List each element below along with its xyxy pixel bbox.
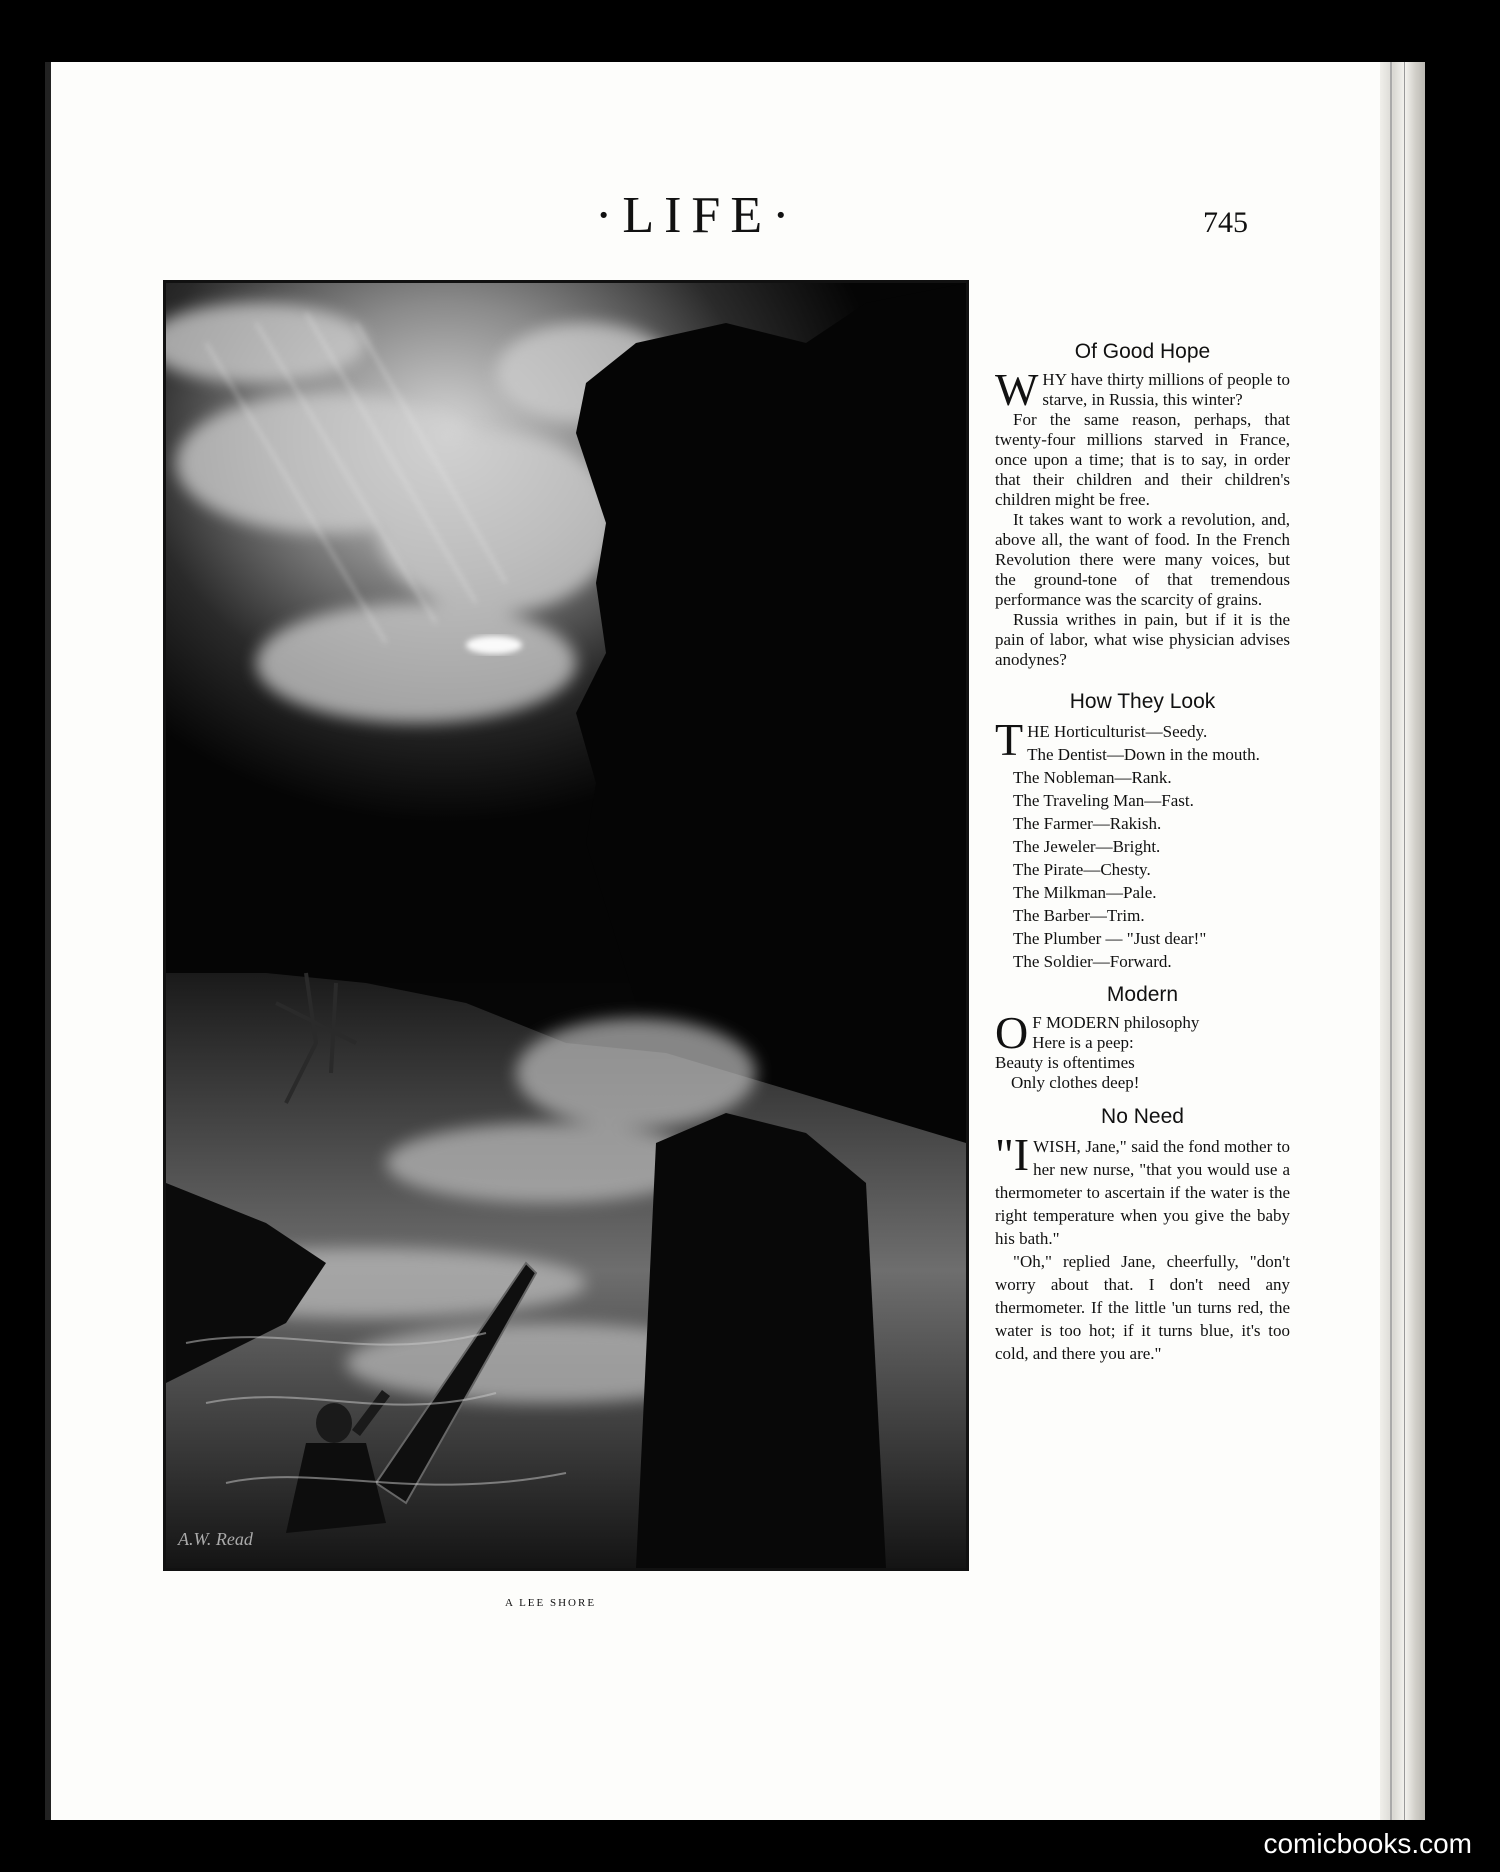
list-line: The Nobleman—Rank. — [1013, 768, 1172, 787]
illustration-caption: A LEE SHORE — [505, 1597, 597, 1609]
list-line: THE Horticulturist—Seedy. The Dentist—Down in the mouth. — [995, 714, 1260, 765]
list-line: The Milkman—Pale. — [1013, 883, 1157, 902]
book-spine — [1380, 62, 1425, 1820]
article-paragraph: "I WISH, Jane," said the fond mother to her new nurse, "that you would use a thermometer to ascertain if the water is the right temperature when you give the baby his bath." — [995, 1129, 1290, 1248]
article-title: No Need — [1101, 1105, 1184, 1128]
illustration-a-lee-shore — [163, 280, 969, 1571]
list-line: The Soldier—Forward. — [1013, 952, 1172, 971]
masthead: ·LIFE· — [595, 187, 800, 244]
article-paragraph: Russia writhes in pain, but if it is the pain of labor, what wise physician advises anodynes? — [995, 610, 1290, 669]
poem-block — [995, 1007, 1290, 1093]
article-no-need — [995, 1107, 1290, 1365]
list-line: The Barber—Trim. — [1013, 906, 1145, 925]
list-line: The Traveling Man—Fast. — [1013, 791, 1194, 810]
article-title: How They Look — [1069, 690, 1216, 713]
article-paragraph: For the same reason, perhaps, that twenty-four millions starved in France, once upon a time; that is to say, in order that their children and their children's children might be free. — [995, 410, 1290, 509]
poem-line: Beauty is oftentimes — [995, 1053, 1135, 1072]
list-line: The Farmer—Rakish. — [1013, 814, 1162, 833]
drop-cap: T — [995, 714, 1024, 765]
facing-page-edge — [45, 62, 51, 1820]
artist-signature: A.W. Read — [178, 1529, 253, 1549]
article-how-they-look — [995, 692, 1290, 973]
poem-line: F MODERN philosophy — [1032, 1013, 1200, 1032]
article-of-good-hope — [995, 342, 1290, 670]
article-title: Of Good Hope — [1074, 340, 1211, 363]
list-line: The Plumber — "Just dear!" — [1013, 929, 1207, 948]
article-paragraph: WHY have thirty millions of people to starve, in Russia, this winter? — [995, 364, 1290, 415]
drop-cap: O — [995, 1007, 1029, 1058]
article-title: Modern — [1106, 983, 1179, 1006]
article-modern — [995, 985, 1290, 1093]
list-line: The Jeweler—Bright. — [1013, 837, 1161, 856]
drop-cap: "I — [995, 1129, 1030, 1180]
site-watermark: comicbooks.com — [1263, 1828, 1472, 1859]
text-column — [995, 342, 1290, 1365]
article-paragraph: "Oh," replied Jane, cheerfully, "don't worry about that. I don't need any thermometer. If the little 'un turns red, the water is too hot; if it turns blue, it's too cold, and there you are." — [995, 1252, 1290, 1363]
storm-scene-image — [166, 283, 966, 1568]
magazine-page — [45, 62, 1425, 1820]
page-number: 745 — [1203, 206, 1248, 239]
poem-line: Here is a peep: — [1032, 1033, 1134, 1052]
drop-cap: W — [995, 364, 1039, 415]
list-line: The Pirate—Chesty. — [1013, 860, 1151, 879]
article-paragraph: It takes want to work a revolution, and, above all, the want of food. In the French Revolution there were many voices, but the ground-tone of that tremendous performance was the scarcity of grains. — [995, 510, 1290, 609]
poem-line: Only clothes deep! — [1011, 1073, 1140, 1092]
